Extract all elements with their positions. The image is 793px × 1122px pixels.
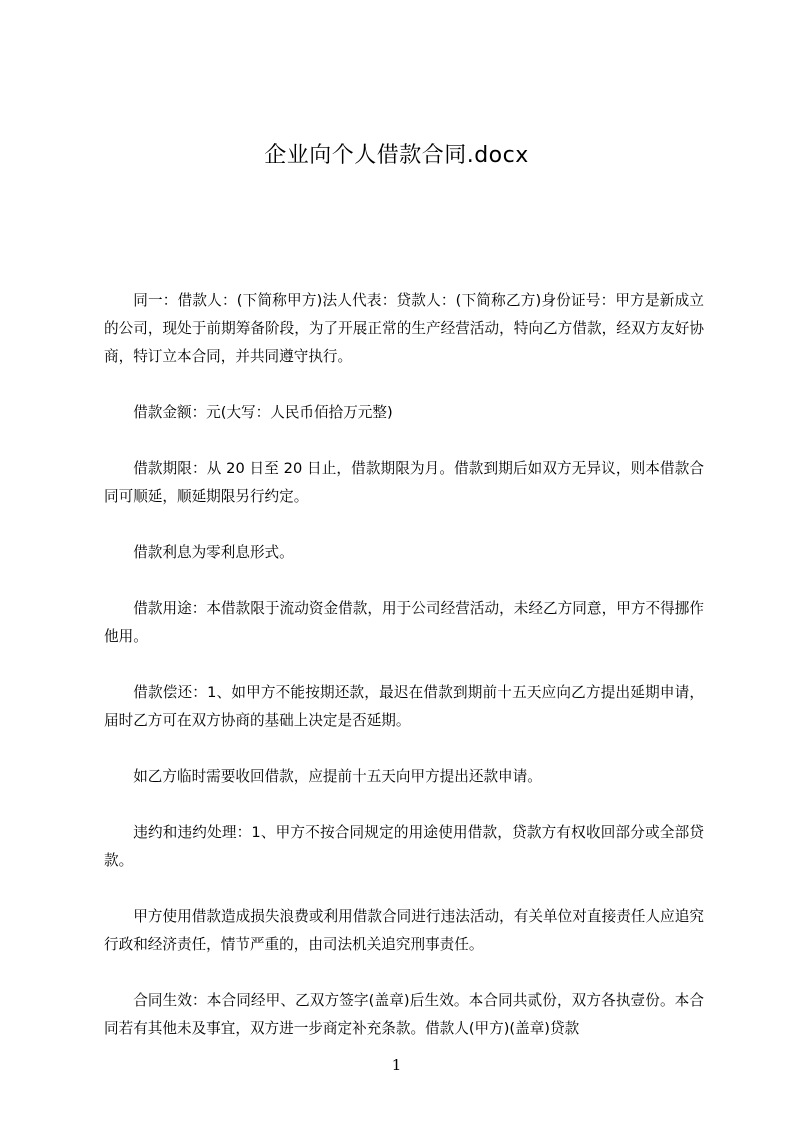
paragraph-loan-amount: 借款金额：元(大写：人民币佰拾万元整) xyxy=(133,404,393,421)
paragraph-repayment: 借款偿还：1、如甲方不能按期还款，最迟在借款到期前十五天应向乙方提出延期申请，届时乙方可在双方协商的基础上决定是否延期。 xyxy=(104,684,704,729)
paragraph-purpose: 借款用途：本借款限于流动资金借款，用于公司经营活动，未经乙方同意，甲方不得挪作他用。 xyxy=(104,600,704,645)
document-title: 企业向个人借款合同.docx xyxy=(264,143,529,168)
paragraph-early-recall: 如乙方临时需要收回借款，应提前十五天向甲方提出还款申请。 xyxy=(133,768,542,785)
paragraph-loan-term: 借款期限：从 20 日至 20 日止，借款期限为月。借款到期后如双方无异议，则本借款合同可顺延，顺延期限另行约定。 xyxy=(104,460,704,505)
paragraph-parties: 同一：借款人：(下简称甲方)法人代表：贷款人：(下简称乙方)身份证号：甲方是新成立的公司，现处于前期筹备阶段，为了开展正常的生产经营活动，特向乙方借款，经双方友好协商，特订立本合同，并共同遵守执行。 xyxy=(104,292,704,365)
page-number: 1 xyxy=(391,1056,402,1074)
paragraph-effectiveness: 合同生效：本合同经甲、乙双方签字(盖章)后生效。本合同共贰份，双方各执壹份。本合同若有其他未及事宜，双方进一步商定补充条款。借款人(甲方)(盖章)贷款 xyxy=(104,992,704,1037)
paragraph-breach: 违约和违约处理：1、甲方不按合同规定的用途使用借款，贷款方有权收回部分或全部贷款。 xyxy=(104,824,704,869)
paragraph-liability: 甲方使用借款造成损失浪费或利用借款合同进行违法活动，有关单位对直接责任人应追究行政和经济责任，情节严重的，由司法机关追究刑事责任。 xyxy=(104,908,704,953)
paragraph-interest: 借款利息为零利息形式。 xyxy=(133,544,294,561)
document-body xyxy=(104,287,704,1071)
